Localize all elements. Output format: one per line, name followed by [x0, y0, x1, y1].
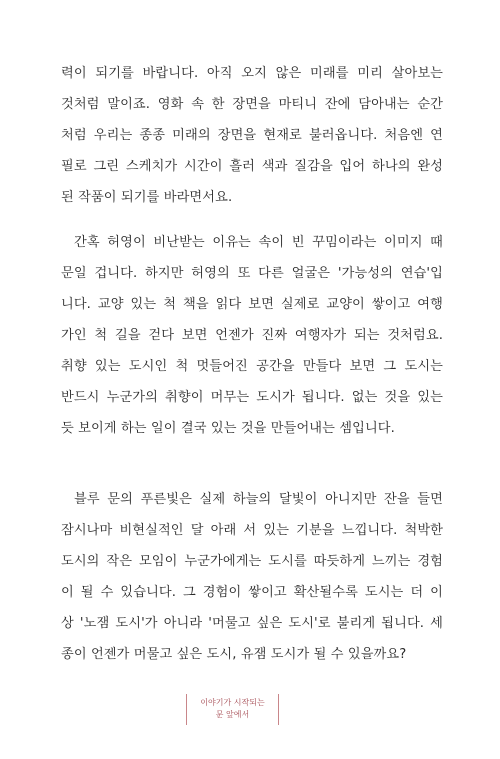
text-line: 간혹 허영이 비난받는 이유는 속이 빈 꾸밈이라는 이미지 때 — [74, 235, 443, 250]
text-line: 것처럼 말이죠. 영화 속 한 장면을 마티니 잔에 담아내는 순간 — [61, 97, 443, 112]
footer-title-line-2: 문 앞에서 — [215, 710, 250, 719]
running-footer — [186, 694, 279, 725]
paragraph-1 — [61, 58, 443, 213]
footer-title-line-1: 이야기가 시작되는 — [200, 698, 265, 707]
text-line: 듯 보이게 하는 일이 결국 있는 것을 만들어내는 셈입니다. — [61, 421, 395, 436]
text-line: 된 작품이 되기를 바라면서요. — [61, 190, 233, 205]
text-line: 잠시나마 비현실적인 달 아래 서 있는 기분을 느낍니다. 척박한 — [61, 523, 443, 538]
text-line: 니다. 교양 있는 척 책을 읽다 보면 실제로 교양이 쌓이고 여행 — [61, 297, 443, 312]
text-line: 처럼 우리는 종종 미래의 장면을 현재로 불러옵니다. 처음엔 연 — [61, 128, 443, 143]
text-line: 도시의 작은 모임이 누군가에게는 도시를 따듯하게 느끼는 경험 — [61, 554, 443, 569]
text-line: 력이 되기를 바랍니다. 아직 오지 않은 미래를 미리 살아보는 — [61, 66, 443, 81]
paragraph-3 — [61, 484, 443, 670]
text-line: 문일 겁니다. 하지만 허영의 또 다른 얼굴은 '가능성의 연습'입 — [61, 266, 443, 281]
text-line: 필로 그린 스케치가 시간이 흘러 색과 질감을 입어 하나의 완성 — [61, 159, 443, 174]
text-line: 취향 있는 도시인 척 멋들어진 공간을 만들다 보면 그 도시는 — [61, 359, 443, 374]
text-line: 블루 문의 푸른빛은 실제 하늘의 달빛이 아니지만 잔을 들면 — [74, 492, 443, 507]
text-line: 상 '노잼 도시'가 아니라 '머물고 싶은 도시'로 불리게 됩니다. 세 — [61, 616, 443, 631]
text-line: 반드시 누군가의 취향이 머무는 도시가 됩니다. 없는 것을 있는 — [61, 390, 443, 405]
text-line: 이 될 수 있습니다. 그 경험이 쌓이고 확산될수록 도시는 더 이 — [61, 585, 443, 600]
text-line: 종이 언젠가 머물고 싶은 도시, 유잼 도시가 될 수 있을까요? — [61, 647, 407, 662]
paragraph-2 — [61, 227, 443, 444]
text-line: 가인 척 길을 걷다 보면 언젠가 진짜 여행자가 되는 것처럼요. — [61, 328, 443, 343]
